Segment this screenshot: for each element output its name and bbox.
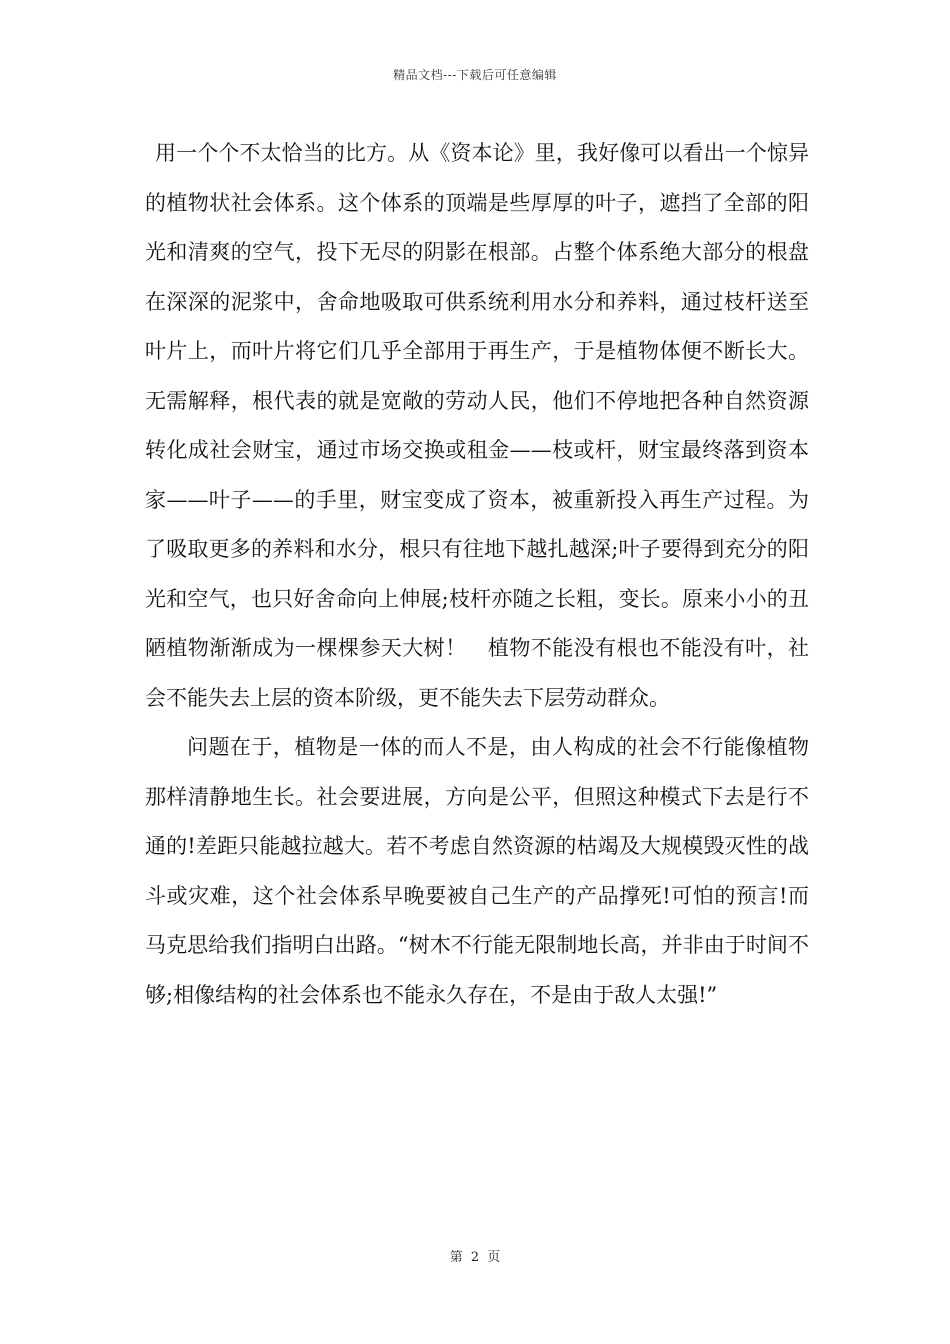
document-body [145, 129, 809, 1020]
footer-suffix: 页 [487, 1250, 501, 1265]
page-footer [0, 1246, 950, 1265]
footer-prefix: 第 [449, 1250, 463, 1265]
page-number: 2 [470, 1250, 480, 1265]
page-header: 精品文档---下载后可任意编辑 [393, 68, 557, 82]
paragraph-2: 问题在于，植物是一体的而人不是，由人构成的社会不行能像植物那样清静地生长。社会要进展，方向是公平，但照这种模式下去是行不通的!差距只能越拉越大。若不考虑自然资源的枯竭及大规模毁灭性的战斗或灾难，这个社会体系早晚要被自己生产的产品撑死!可怕的预言!而马克思给我们指明白出路。“树木不行能无限制地长高，并非由于时间不够;相像结构的社会体系也不能永久存在，不是由于敌人太强!” [145, 735, 809, 1007]
paragraph-1: 用一个个不太恰当的比方。从《资本论》里，我好像可以看出一个惊异的植物状社会体系。这个体系的顶端是些厚厚的叶子，遮挡了全部的阳光和清爽的空气，投下无尽的阴影在根部。占整个体系绝大部分的根盘在深深的泥浆中，舍命地吸取可供系统利用水分和养料，通过枝杆送至叶片上，而叶片将它们几乎全部用于再生产，于是植物体便不断长大。无需解释，根代表的就是宽敞的劳动人民，他们不停地把各种自然资源转化成社会财宝，通过市场交换或租金——枝或杆，财宝最终落到资本家——叶子——的手里，财宝变成了资本，被重新投入再生产过程。为了吸取更多的养料和水分，根只有往地下越扎越深;叶子要得到充分的阳光和空气，也只好舍命向上伸展;枝杆亦随之长粗，变长。原来小小的丑陋植物渐渐成为一棵棵参天大树！ 植物不能没有根也不能没有叶，社会不能失去上层的资本阶级，更不能失去下层劳动群众。 [145, 141, 809, 710]
